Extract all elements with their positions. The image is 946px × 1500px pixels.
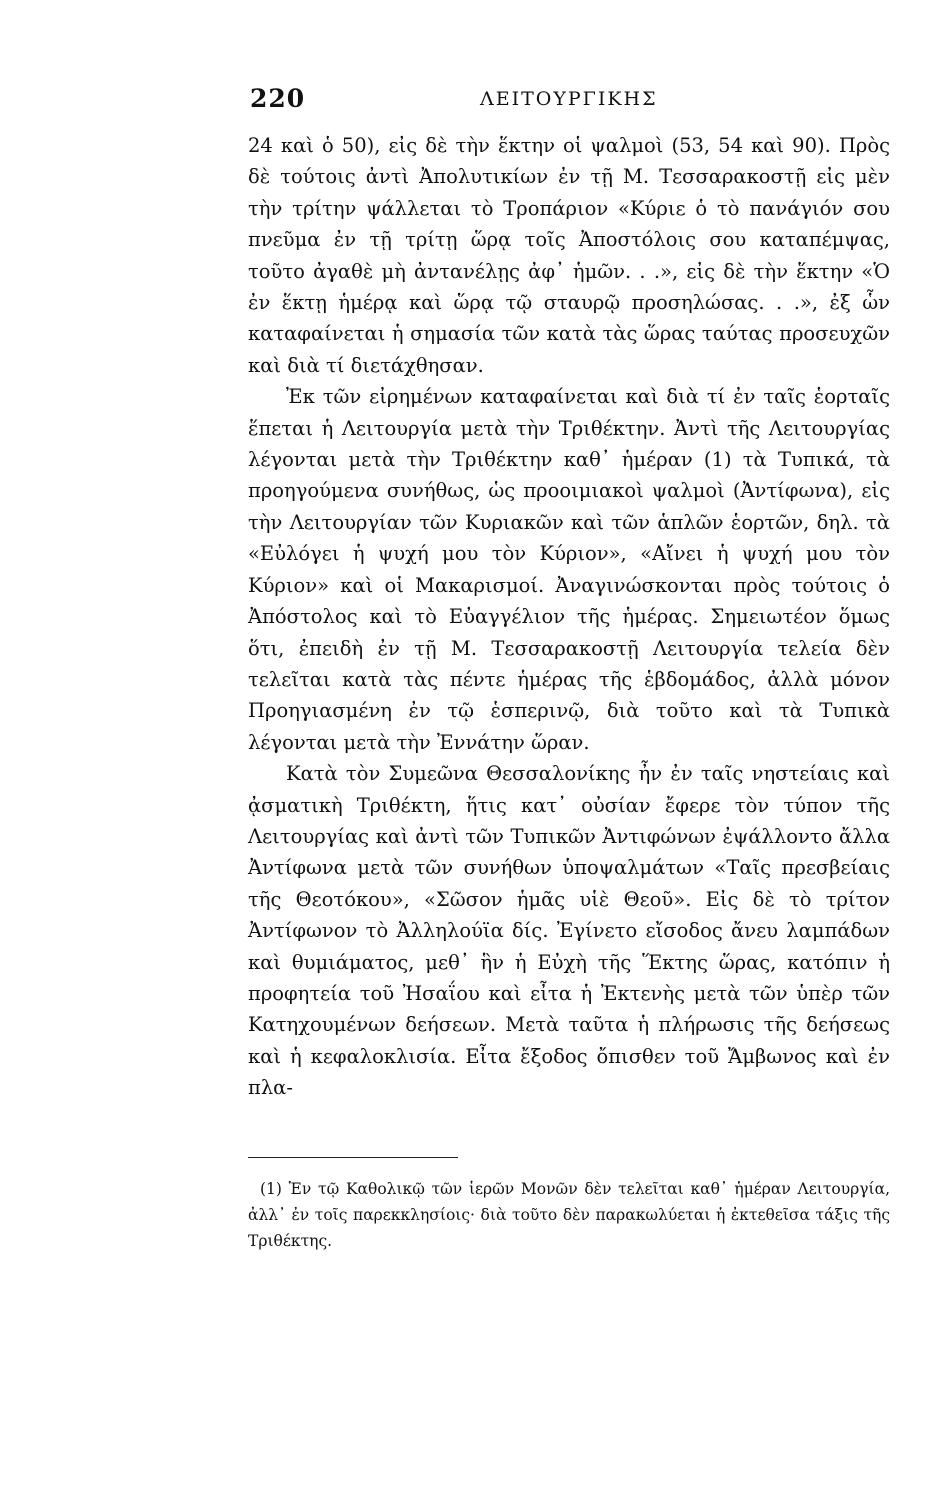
running-head: ΛΕΙΤΟΥΡΓΙΚΗΣ xyxy=(480,88,658,110)
paragraph-3: Κατὰ τὸν Συμεῶνα Θεσσαλονίκης ἦν ἐν ταῖς νηστείαις καὶ ᾀσματικὴ Τριθέκτη, ἥτις κατ᾽ οὐσίαν ἔφερε τὸν τύπον τῆς Λειτουργίας καὶ ἀντὶ τῶν Τυπικῶν Ἀντιφώνων ἐψάλλοντο ἄλλα Ἀντίφωνα μετὰ τῶν συνήθων ὑποψαλμάτων «Ταῖς πρεσβείαις τῆς Θεοτόκου», «Σῶσον ἡμᾶς υἱὲ Θεοῦ». Εἰς δὲ τὸ τρίτον Ἀντίφωνον τὸ Ἀλληλούϊα δίς. Ἐγίνετο εἴσοδος ἄνευ λαμπάδων καὶ θυμιάματος, μεθ᾽ ἣν ἡ Εὐχὴ τῆς Ἕκτης ὥρας, κατόπιν ἡ προφητεία τοῦ Ἠσαΐου καὶ εἶτα ἡ Ἐκτενὴς μετὰ τῶν ὑπὲρ τῶν Κατηχουμένων δεήσεων. Μετὰ ταῦτα ἡ πλήρωσις τῆς δεήσεως καὶ ἡ κεφαλοκλισία. Εἶτα ἔξοδος ὄπισθεν τοῦ Ἄμβωνος καὶ ἐν πλα- xyxy=(248,762,890,1100)
paragraph-1: 24 καὶ ὁ 50), εἰς δὲ τὴν ἕκτην οἱ ψαλμοὶ (53, 54 καὶ 90). Πρὸς δὲ τούτοις ἀντὶ Ἀπολυτικίων ἐν τῇ Μ. Τεσσαρακοστῇ εἰς μὲν τὴν τρίτην ψάλλεται τὸ Τροπάριον «Κύριε ὁ τὸ πανάγιόν σου πνεῦμα ἐν τῇ τρίτῃ ὥρᾳ τοῖς Ἀποστόλοις σου καταπέμψας, τοῦτο ἀγαθὲ μὴ ἀντανέλῃς ἀφ᾽ ἡμῶν. . .», εἰς δὲ τὴν ἕκτην «Ὁ ἐν ἕκτῃ ἡμέρᾳ καὶ ὥρᾳ τῷ σταυρῷ προσηλώσας. . .», ἐξ ὧν καταφαίνεται ἡ σημασία τῶν κατὰ τὰς ὥρας ταύτας προσευχῶν καὶ διὰ τί διετάχθησαν. xyxy=(248,134,890,377)
paragraph-2: Ἐκ τῶν εἰρημένων καταφαίνεται καὶ διὰ τί ἐν ταῖς ἑορταῖς ἕπεται ἡ Λειτουργία μετὰ τὴν Τριθέκτην. Ἀντὶ τῆς Λειτουργίας λέγονται μετὰ τὴν Τριθέκτην καθ᾽ ἡμέραν (1) τὰ Τυπικά, τὰ προηγούμενα συνήθως, ὡς προοιμιακοὶ ψαλμοὶ (Ἀντίφωνα), εἰς τὴν Λειτουργίαν τῶν Κυριακῶν καὶ τῶν ἁπλῶν ἑορτῶν, δηλ. τὰ «Εὐλόγει ἡ ψυχή μου τὸν Κύριον», «Αἴνει ἡ ψυχή μου τὸν Κύριον» καὶ οἱ Μακαρισμοί. Ἀναγινώσκονται πρὸς τούτοις ὁ Ἀπόστολος καὶ τὸ Εὐαγγέλιον τῆς ἡμέρας. Σημειωτέον ὅμως ὅτι, ἐπειδὴ ἐν τῇ Μ. Τεσσαρακοστῇ Λειτουργία τελεία δὲν τελεῖται κατὰ τὰς πέντε ἡμέρας τῆς ἑβδομάδος, ἀλλὰ μόνον Προηγιασμένη ἐν τῷ ἑσπερινῷ, διὰ τοῦτο καὶ τὰ Τυπικὰ λέγονται μετὰ τὴν Ἐννάτην ὥραν. xyxy=(248,385,890,754)
page-header xyxy=(250,84,890,116)
page-number: 220 xyxy=(250,84,306,113)
footnote-divider xyxy=(248,1157,458,1158)
footnote-text: (1) Ἐν τῷ Καθολικῷ τῶν ἱερῶν Μονῶν δὲν τελεῖται καθ᾽ ἡμέραν Λειτουργία, ἀλλ᾽ ἐν τοῖς παρεκκλησίοις· διὰ τοῦτο δὲν παρακωλύεται ἡ ἐκτεθεῖσα τάξις τῆς Τριθέκτης. xyxy=(248,1180,890,1250)
footnote xyxy=(248,1176,890,1254)
body-text xyxy=(248,130,890,1104)
